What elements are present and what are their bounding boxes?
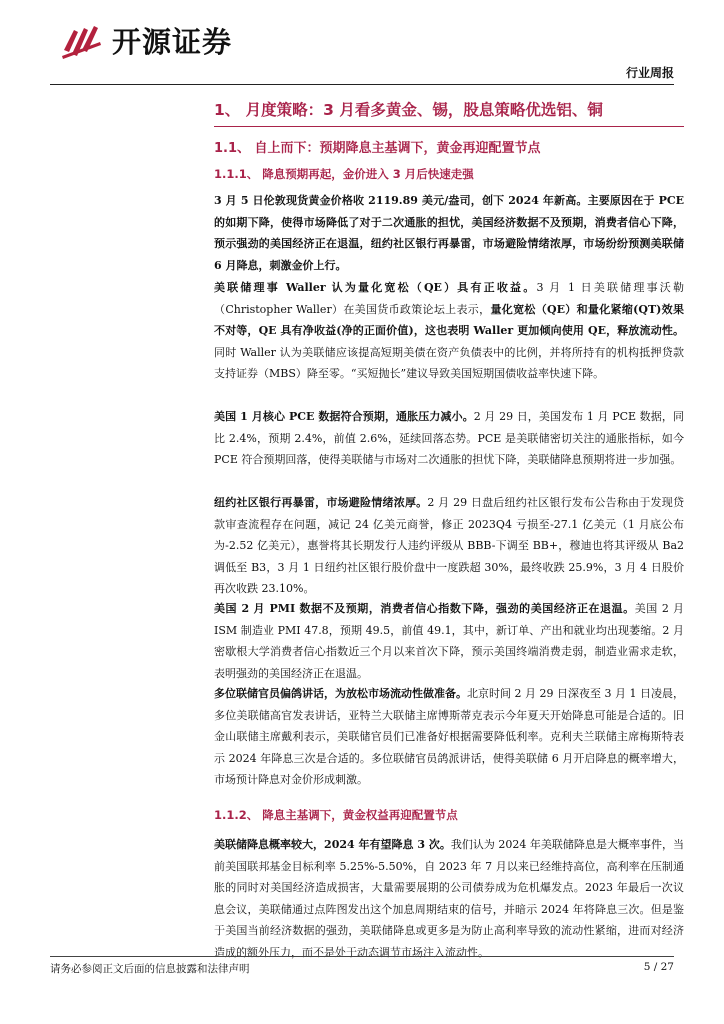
paragraph-text: 2 月 29 日，美国发布 1 月 PCE 数据，同比 2.4%，预期 2.4%，前值 2.6%，延续回落态势。PCE 是美联储密切关注的通胀指标，如今 PCE 符合预期回落，使得美联储与市场对二次通胀的担忧下降，美联储降息预期将进一步加强。 — [214, 410, 684, 467]
paragraph-pmi — [214, 598, 684, 684]
paragraph-bold-text: 3 月 5 日伦敦现货黄金价格收 2119.89 美元/盎司，创下 2024 年新高。主要原因在于 PCE 的如期下降，使得市场降低了对于二次通胀的担忧，美国经济数据不及预期，消费者信心下降，预示强劲的美国经济正在退温，纽约社区银行再暴雷，市场避险情绪浓厚，市场纷纷预测美联储 6 月降息，刺激金价上行。 — [214, 194, 684, 272]
paragraph-lead: 多位联储官员偏鸽讲话，为放松市场流动性做准备。 — [214, 687, 468, 700]
paragraph-text: 我们认为 2024 年美联储降息是大概率事件，当前美国联邦基金目标利率 5.25%-5.50%，自 2023 年 7 月以来已经维持高位，高利率在压制通胀的同时对美国经济造成损害，大量需要展期的公司债券成为危机爆发点。2023 年最后一次议息会议，美联储通过点阵图发出这个加息周期结束的信号，并暗示 2024 年将降息三次。但是鉴于美国当前经济数据的强劲，美联储降息或更多是为防止高利率导致的流动性紧缩，进而对经济造成的额外压力，而不是处于动态调节市场注入流动性。 — [214, 838, 684, 959]
paragraph-text: 北京时间 2 月 29 日深夜至 3 月 1 日凌晨，多位美联储高官发表讲话，亚特兰大联储主席博斯蒂克表示今年夏天开始降息可能是合适的。旧金山联储主席戴利表示，美联储官员们已准备好根据需要降低利率。克利夫兰联储主席梅斯特表示 2024 年降息三次是合适的。多位联储官员鸽派讲话，使得美联储 6 月开启降息的概率增大，市场预计降息对金价形成刺激。 — [214, 687, 684, 787]
paragraph-lead: 美国 2 月 PMI 数据不及预期，消费者信心指数下降，强劲的美国经济正在退温。 — [214, 602, 635, 615]
section-heading-1-1: 1.1、 自上而下：预期降息主基调下，黄金再迎配置节点 — [214, 141, 541, 156]
page-number: 5 / 27 — [643, 961, 674, 973]
paragraph-fed-officials — [214, 683, 684, 791]
paragraph-text: 美国 2 月 ISM 制造业 PMI 47.8，预期 49.5，前值 49.1，其中，新订单、产出和就业均出现萎缩。2 月密歇根大学消费者信心指数近三个月以来首次下降，预示美国终端消费走弱，制造业需求走软，表明强劲的美国经济正在退温。 — [214, 602, 684, 680]
paragraph-rate-cut — [214, 834, 684, 964]
paragraph-lead: 美国 1 月核心 PCE 数据符合预期，通胀压力减小。 — [214, 410, 474, 423]
section-heading-1-1-1: 1.1.1、 降息预期再起，金价进入 3 月后快速走强 — [214, 167, 474, 181]
logo-text: 开源证券 — [112, 24, 233, 59]
section-heading-1-1-2: 1.1.2、 降息主基调下，黄金权益再迎配置节点 — [214, 808, 458, 822]
paragraph-lead: 美联储理事 Waller 认为量化宽松（QE）具有正收益。 — [214, 281, 537, 294]
paragraph-bold-text: 量化宽松（QE）和量化紧缩(QT)效果不对等，QE 具有净收益(净的正面价值)，这也表明 Waller 更加倾向使用 QE，释放流动性。 — [214, 302, 684, 338]
paragraph-nycb — [214, 492, 684, 600]
paragraph-text: 3 月 1 日美联储理事沃勒（Christopher Waller）在美国货币政策论坛上表示， — [214, 281, 684, 316]
footer-disclaimer: 请务必参阅正文后面的信息披露和法律声明 — [50, 963, 250, 975]
brand-logo — [60, 22, 232, 58]
footer-divider — [50, 956, 674, 957]
paragraph-waller-qe — [214, 277, 684, 385]
report-type-label: 行业周报 — [625, 66, 674, 80]
paragraph-lead: 美联储降息概率较大，2024 年有望降息 3 次。 — [214, 838, 451, 851]
logo-icon — [60, 20, 106, 60]
paragraph-text: 2 月 29 日盘后纽约社区银行发布公告称由于发现贷款审查流程存在问题，减记 24 亿美元商誉，修正 2023Q4 亏损至-27.1 亿美元（1 月底公布为-2.52 亿美元），惠誉将其长期发行人违约评级从 BBB-下调至 BB+，穆迪也将其评级从 Ba2 调低至 B3，3 月 1 日纽约社区银行股价盘中一度跌超 30%，最终收跌 25.9%，3 月 4 日股价再次收跌 23.10%。 — [214, 496, 685, 596]
page-header — [0, 0, 724, 84]
section-heading-1: 1、 月度策略：3 月看多黄金、锡，股息策略优选铝、铜 — [214, 101, 603, 119]
paragraph-text: 同时 Waller 认为美联储应该提高短期美债在资产负债表中的比例，并将所持有的机构抵押贷款支持证券（MBS）降至零。“买短抛长”建议导致美国短期国债收益率快速下降。 — [214, 345, 684, 381]
heading-divider — [214, 126, 684, 127]
paragraph-pce — [214, 406, 684, 471]
header-divider — [50, 84, 674, 85]
paragraph-lead: 纽约社区银行再暴雷，市场避险情绪浓厚。 — [214, 496, 428, 509]
paragraph-gold-price — [214, 190, 684, 276]
